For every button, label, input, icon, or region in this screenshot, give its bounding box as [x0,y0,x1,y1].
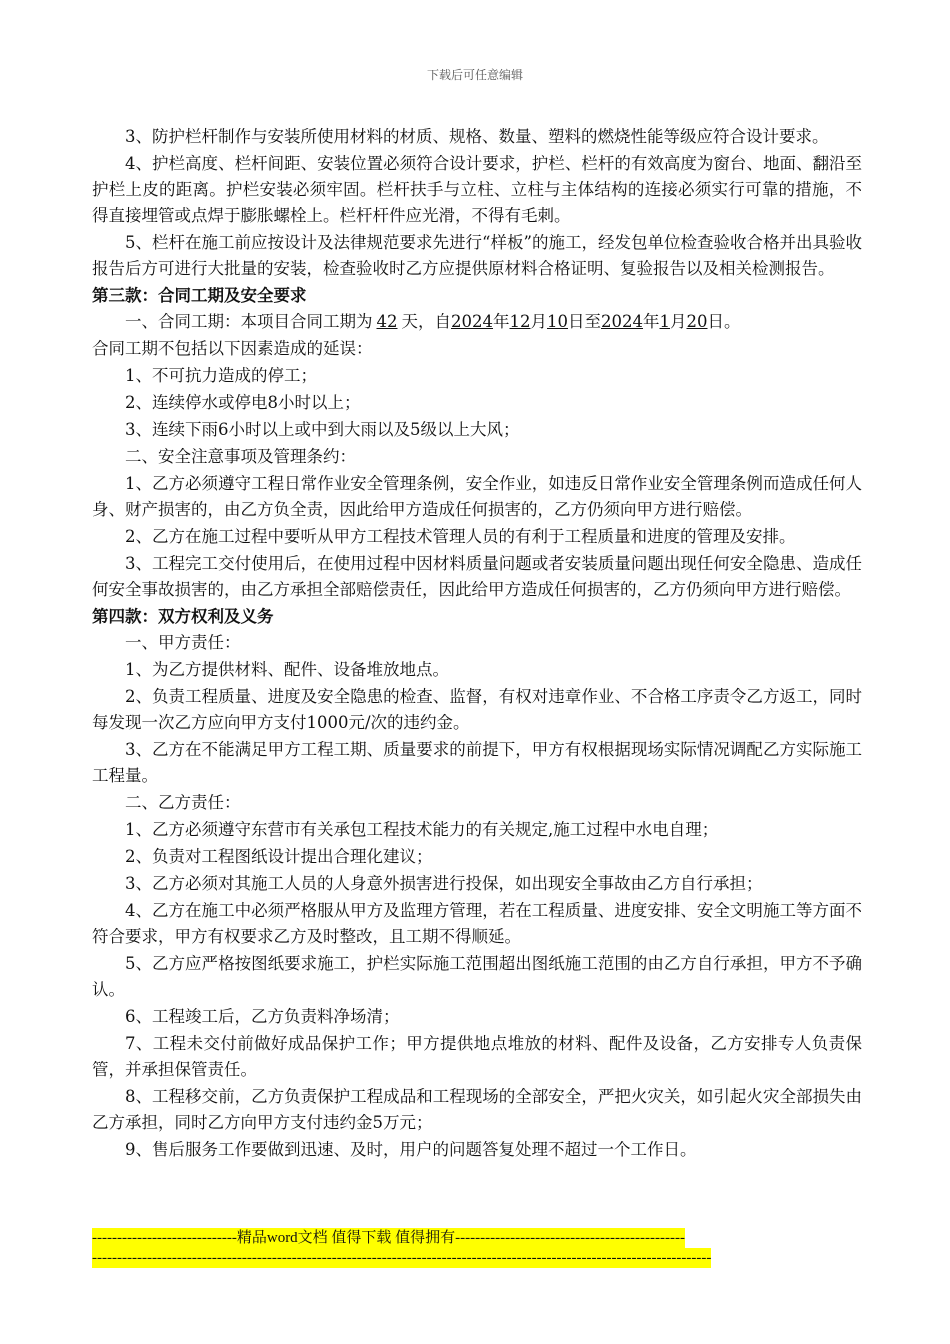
text-run: 一、合同工期：本项目合同工期为 [125,312,373,331]
paragraph: 4、护栏高度、栏杆间距、安装位置必须符合设计要求，护栏、栏杆的有效高度为窗台、地面、翻沿至护栏上皮的距离。护栏安装必须牢固。栏杆扶手与立柱、立柱与主体结构的连接必须实行可靠的措施，不得直接埋管或点焊于膨胀螺栓上。栏杆杆件应光滑，不得有毛刺。 [92,154,862,225]
paragraph: 6、工程竣工后，乙方负责料净场清； [125,1007,400,1026]
paragraph: 3、防护栏杆制作与安装所使用材料的材质、规格、数量、塑料的燃烧性能等级应符合设计要求。 [125,127,829,146]
paragraph: 3、乙方必须对其施工人员的人身意外损害进行投保，如出现安全事故由乙方自行承担； [125,874,763,893]
end-day: 20 [686,312,708,331]
text-run: 月 [530,312,547,331]
footer-banner-line: -----------------------------精品word文档 值得下载 值得拥有---------------------------------------------- [92,1230,685,1246]
paragraph: 2、乙方在施工过程中要听从甲方工程技术管理人员的有利于工程质量和进度的管理及安排。 [125,527,796,546]
text-run: 日至 [568,312,601,331]
end-month: 1 [659,312,670,331]
paragraph: 合同工期不包括以下因素造成的延误： [92,339,373,358]
text-run: 月 [670,312,687,331]
paragraph: 1、为乙方提供材料、配件、设备堆放地点。 [125,660,449,679]
paragraph: 2、连续停水或停电8小时以上； [125,393,361,412]
paragraph: 9、售后服务工作要做到迅速、及时，用户的问题答复处理不超过一个工作日。 [125,1140,697,1159]
page-header: 下载后可任意编辑 [426,68,523,82]
paragraph: 1、乙方必须遵守东营市有关承包工程技术能力的有关规定,施工过程中水电自理； [125,820,719,839]
text-run: 年 [643,312,660,331]
paragraph: 2、负责工程质量、进度及安全隐患的检查、监督，有权对违章作业、不合格工序责令乙方返工，同时每发现一次乙方应向甲方支付1000元/次的违约金。 [92,687,862,732]
section-heading: 第三款：合同工期及安全要求 [92,286,307,305]
end-year: 2024 [601,312,643,331]
days-value: 42 [376,312,398,331]
paragraph: 5、栏杆在施工前应按设计及法律规范要求先进行“样板”的施工，经发包单位检查验收合格并出具验收报告后方可进行大批量的安装，检查验收时乙方应提供原材料合格证明、复验报告以及相关检测报告。 [92,233,862,278]
paragraph: 4、乙方在施工中必须严格服从甲方及监理方管理，若在工程质量、进度安排、安全文明施工等方面不符合要求，甲方有权要求乙方及时整改，且工期不得顺延。 [92,901,862,946]
paragraph: 8、工程移交前，乙方负责保护工程成品和工程现场的全部安全，严把火灾关，如引起火灾全部损失由乙方承担，同时乙方向甲方支付违约金5万元； [92,1087,862,1132]
contract-period-paragraph [92,309,862,335]
text-run: 年 [493,312,510,331]
text-run: 天，自 [401,312,451,331]
page-footer [92,1228,792,1268]
footer-dash-line: ---------------------------------------------------------------------------------------------------------------------------- [92,1250,712,1266]
section-heading: 第四款：双方权利及义务 [92,607,274,626]
paragraph: 二、安全注意事项及管理条约： [125,447,356,466]
paragraph: 7、工程未交付前做好成品保护工作；甲方提供地点堆放的材料、配件及设备，乙方安排专人负责保管，并承担保管责任。 [92,1034,862,1079]
paragraph: 1、乙方必须遵守工程日常作业安全管理条例，安全作业，如违反日常作业安全管理条例而造成任何人身、财产损害的，由乙方负全责，因此给甲方造成任何损害的，乙方仍须向甲方进行赔偿。 [92,474,862,519]
paragraph: 2、负责对工程图纸设计提出合理化建议； [125,847,433,866]
paragraph: 3、工程完工交付使用后，在使用过程中因材料质量问题或者安装质量问题出现任何安全隐患、造成任何安全事故损害的，由乙方承担全部赔偿责任，因此给甲方造成任何损害的，乙方仍须向甲方进行赔偿。 [92,554,862,599]
start-year: 2024 [451,312,493,331]
document-body [92,124,862,1164]
paragraph: 1、不可抗力造成的停工； [125,366,317,385]
paragraph: 5、乙方应严格按图纸要求施工，护栏实际施工范围超出图纸施工范围的由乙方自行承担，甲方不予确认。 [92,954,862,999]
text-run: 日。 [707,312,741,331]
paragraph: 一、甲方责任： [125,633,241,652]
start-day: 10 [547,312,568,331]
paragraph: 二、乙方责任： [125,793,241,812]
paragraph: 3、连续下雨6小时以上或中到大雨以及5级以上大风； [125,420,520,439]
paragraph: 3、乙方在不能满足甲方工程工期、质量要求的前提下，甲方有权根据现场实际情况调配乙方实际施工工程量。 [92,740,862,785]
start-month: 12 [509,312,531,331]
